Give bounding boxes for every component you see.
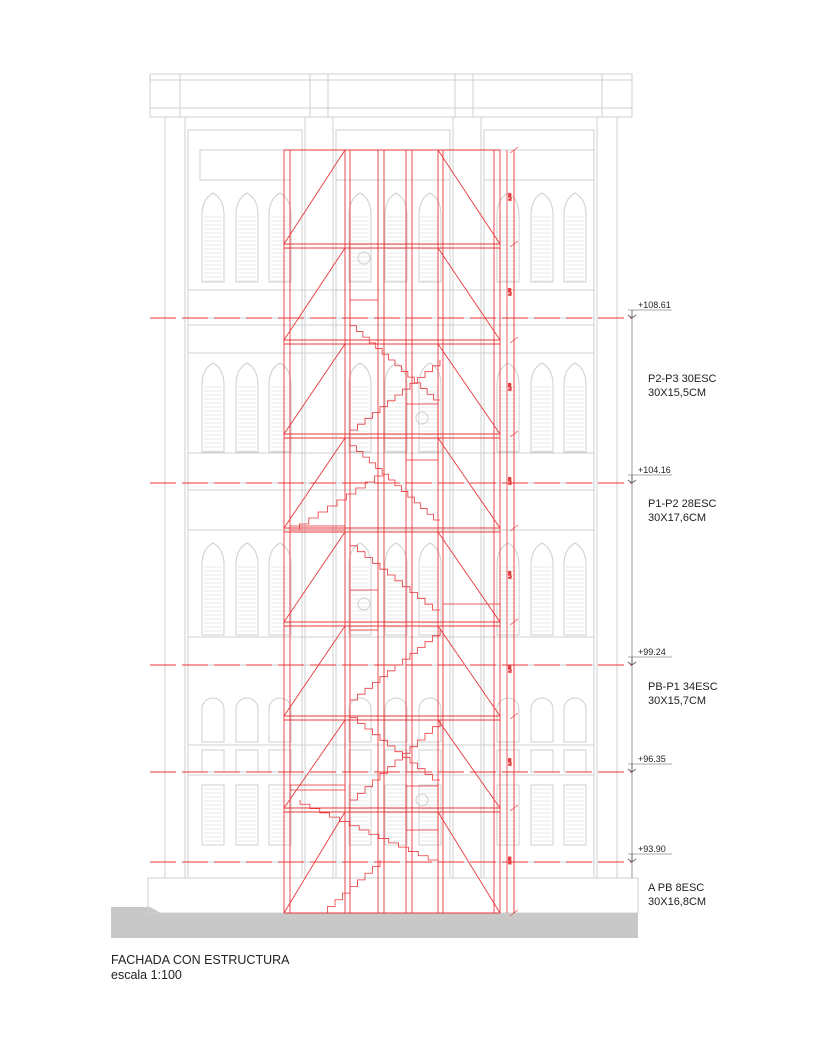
level-label: +108.61 [638, 300, 671, 310]
flight-note-line1: PB-P1 34ESC [648, 681, 718, 693]
facade-panel [484, 150, 594, 180]
flight-note-line2: 30X17,6CM [648, 512, 707, 524]
flight-note-line2: 30X15,7CM [648, 695, 707, 707]
window [531, 785, 553, 845]
facade-windows [200, 150, 594, 845]
storey-dimension-label: 2,55 [507, 665, 512, 673]
storey-dimension-label: 2,50 [507, 193, 512, 201]
hatch-ring [358, 598, 370, 610]
flight-note-line2: 30X16,8CM [648, 896, 707, 908]
stair-flight [350, 320, 440, 400]
window [531, 698, 553, 742]
flight-note-line1: P2-P3 30ESC [648, 373, 717, 385]
facade-panel [336, 150, 450, 180]
window [385, 543, 407, 635]
window [564, 698, 586, 742]
facade-outline [150, 74, 632, 878]
window [269, 785, 291, 845]
scaffold-brace [438, 344, 500, 434]
scaffold-brace [438, 532, 500, 622]
flight-note-line1: A PB 8ESC [648, 882, 705, 894]
scaffold-brace [438, 720, 500, 808]
scaffold-brace [438, 248, 500, 340]
window [531, 543, 553, 635]
window [564, 543, 586, 635]
window [385, 785, 407, 845]
level-label: +96.35 [638, 754, 666, 764]
window [564, 785, 586, 845]
level-label: +104.16 [638, 465, 671, 475]
storey-dimension-label: 2,55 [507, 571, 512, 579]
ground-section [111, 907, 638, 938]
window [349, 785, 371, 845]
scaffold-brace [438, 150, 500, 244]
hatch-ring [358, 252, 370, 264]
hatch-ring [416, 794, 428, 806]
window-lower-panel [269, 750, 291, 772]
storey-dimension-label: 2,55 [507, 856, 512, 865]
window [202, 785, 224, 845]
window-lower-panel [531, 750, 553, 772]
flight-notes [648, 373, 718, 908]
storey-dimension-label: 2,55 [507, 758, 512, 766]
window [236, 543, 258, 635]
window [269, 543, 291, 635]
scaffold-brace [438, 626, 500, 716]
hatch-ring [416, 412, 428, 424]
building-plinth [148, 878, 638, 913]
flight-note-line2: 30X15,5CM [648, 387, 707, 399]
window [202, 543, 224, 635]
storey-dimension-label: 2,55 [507, 477, 512, 485]
drawing-title: FACHADA CON ESTRUCTURA [111, 953, 290, 967]
stair-flight [350, 712, 440, 780]
level-label: +99.24 [638, 647, 666, 657]
flight-note-line1: P1-P2 28ESC [648, 498, 717, 510]
stair-flight [290, 470, 384, 530]
level-label: +93.90 [638, 844, 666, 854]
storey-dimension-label: 2,55 [507, 288, 512, 296]
window-lower-panel [236, 750, 258, 772]
window-lower-panel [564, 750, 586, 772]
storey-dimension-label: 2,55 [507, 383, 512, 391]
drawing-caption [111, 953, 290, 983]
window [236, 785, 258, 845]
window [236, 698, 258, 742]
window [202, 698, 224, 742]
window-lower-panel [202, 750, 224, 772]
window [349, 543, 371, 635]
drawing-scale: escala 1:100 [111, 968, 182, 982]
window-lower-panel [349, 750, 371, 772]
stair-flight [350, 720, 440, 800]
stair-landing [443, 604, 500, 626]
facade-panel [200, 150, 290, 180]
